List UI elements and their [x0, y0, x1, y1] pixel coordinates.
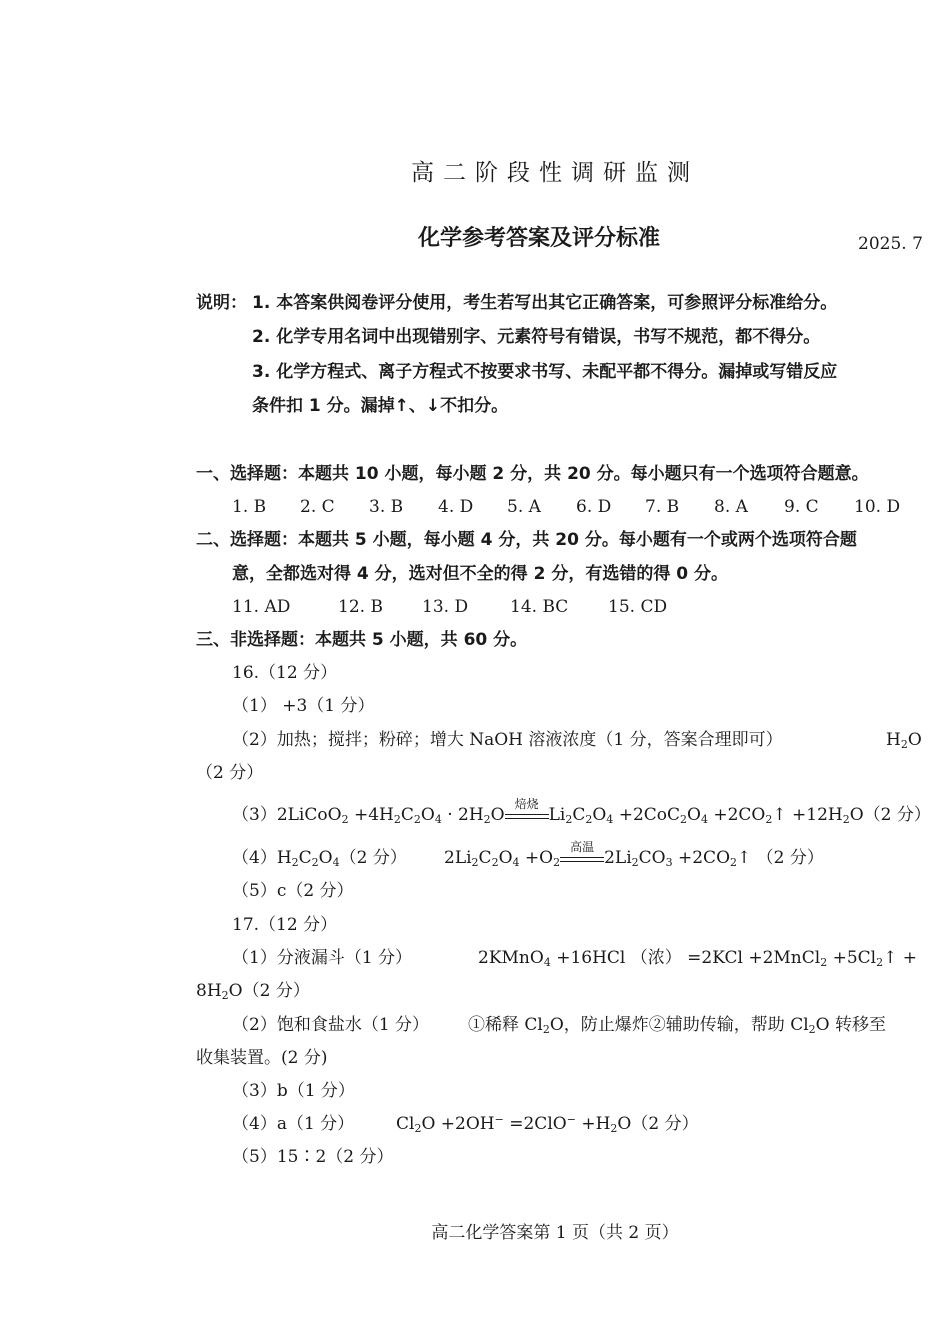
- q16-part2a: （2）加热；搅拌；粉碎；增大 NaOH 溶液浓度（1 分，答案合理即可）: [232, 730, 783, 750]
- answer-1: 1. B: [232, 497, 267, 517]
- q16-part2b: （2 分）: [196, 763, 264, 783]
- condition-label: 高温: [570, 840, 595, 854]
- q16-part4-equation: $2Li_2C_2O_4 +O_2$ 高温 $2Li_2CO_3$ $+2CO_2↑$ （2 分）: [444, 840, 824, 869]
- q16-part4-score1: （2 分）: [339, 848, 407, 868]
- q16-part5: （5）c（2 分）: [232, 881, 354, 901]
- q16-part3-score: （2 分）: [863, 805, 931, 825]
- notes-label: 说明：: [196, 293, 247, 313]
- answer-13: 13. D: [422, 597, 469, 617]
- q17-part2a: ①稀释 $Cl_2O$，防止爆炸②辅助传输，帮助 $Cl_2O$ 转移至: [468, 1015, 886, 1036]
- q17-title: 17.（12 分）: [232, 915, 338, 935]
- answer-15: 15. CD: [608, 597, 668, 617]
- answer-3: 3. B: [369, 497, 404, 517]
- answer-6: 6. D: [576, 497, 612, 517]
- q16-part1: （1） +3（1 分）: [232, 696, 375, 716]
- condition-label: 焙烧: [514, 797, 539, 811]
- q16-part3-label: （3）: [232, 805, 277, 825]
- reaction-condition: [560, 840, 604, 862]
- q17-part2a-text2: ，防止爆炸②辅助传输，帮助: [563, 1015, 785, 1035]
- q17-part2-label: （2）饱和食盐水（1 分）: [232, 1015, 430, 1035]
- note-1: 1. 本答案供阅卷评分使用，考生若写出其它正确答案，可参照评分标准给分。: [252, 293, 838, 313]
- section-1-heading: 一、选择题：本题共 10 小题，每小题 2 分，共 20 分。每小题只有一个选项符合题意。: [196, 464, 869, 484]
- answer-7: 7. B: [645, 497, 680, 517]
- date: 2025. 7: [858, 234, 923, 254]
- section-2-answers: [232, 596, 732, 618]
- reaction-condition: [505, 797, 549, 819]
- answer-2: 2. C: [300, 497, 335, 517]
- q17-part1b-score: （2 分）: [242, 981, 310, 1001]
- page-subtitle: 化学参考答案及评分标准: [418, 226, 661, 251]
- answer-4: 4. D: [438, 497, 474, 517]
- q17-part4-equation: $Cl_2O +2OH^- =2ClO^- +H_2O(2$ 分）: [396, 1113, 699, 1135]
- q16-part3: （3）2LiCoO$_2$ $+4H_2C_2O_4 \cdot 2H_2O$ 焙烧 $Li_2C_2O_4 +2CoC_2O_4$ $+2CO_2↑ +12H_2O(2$ 分）: [232, 797, 931, 826]
- answer-9: 9. C: [784, 497, 819, 517]
- answer-5: 5. A: [507, 497, 541, 517]
- q17-part1b: $8H_2O(2$ 分）: [196, 981, 310, 1002]
- page-title: 高二阶段性调研监测: [411, 160, 699, 186]
- q16-part4: $(4)H_2C_2O_4(2$ 分）: [232, 848, 407, 869]
- acid-concentrated: （浓）: [630, 948, 682, 968]
- q16-part4-label: （4）: [232, 848, 277, 868]
- q16-part2-formula: $H_2O$: [886, 730, 922, 751]
- q17-part3: （3）b（1 分）: [232, 1081, 355, 1101]
- q17-part5: （5）15∶2（2 分）: [232, 1147, 394, 1167]
- q17-part2a-text3: 转移至: [835, 1015, 886, 1035]
- q17-part4-label: （4）a（1 分）: [232, 1114, 355, 1134]
- section-3-heading: 三、非选择题：本题共 5 小题，共 60 分。: [196, 630, 528, 650]
- note-2: 2. 化学专用名词中出现错别字、元素符号有错误，书写不规范，都不得分。: [252, 327, 821, 347]
- answer-14: 14. BC: [510, 597, 569, 617]
- section-2-heading-a: 二、选择题：本题共 5 小题，每小题 4 分，共 20 分。每小题有一个或两个选项符合题: [196, 530, 857, 550]
- section-1-answers: [232, 496, 932, 518]
- answer-8: 8. A: [714, 497, 748, 517]
- q17-part2a-text1: ①稀释: [468, 1015, 519, 1035]
- q16-part4-score2: （2 分）: [756, 848, 824, 868]
- q17-part2b: 收集装置。(2 分): [196, 1048, 328, 1068]
- answer-10: 10. D: [854, 497, 901, 517]
- section-2-heading-b: 意，全都选对得 4 分，选对但不全的得 2 分，有选错的得 0 分。: [232, 564, 728, 584]
- q16-title: 16.（12 分）: [232, 663, 338, 683]
- note-3a: 3. 化学方程式、离子方程式不按要求书写、未配平都不得分。漏掉或写错反应: [252, 362, 838, 382]
- note-3b: 条件扣 1 分。漏掉↑、↓不扣分。: [252, 396, 509, 416]
- q17-part4-score: （2 分）: [631, 1114, 699, 1134]
- answer-11: 11. AD: [232, 597, 291, 617]
- q17-part1-label: （1）分液漏斗（1 分）: [232, 948, 413, 968]
- answer-12: 12. B: [338, 597, 383, 617]
- q17-part1-equation: 2KMnO$_4$ +16HCl （浓） =2KCl +2MnCl$_2$ $+5Cl_2↑$ +: [478, 948, 918, 969]
- page-footer: 高二化学答案第 1 页（共 2 页）: [431, 1223, 679, 1243]
